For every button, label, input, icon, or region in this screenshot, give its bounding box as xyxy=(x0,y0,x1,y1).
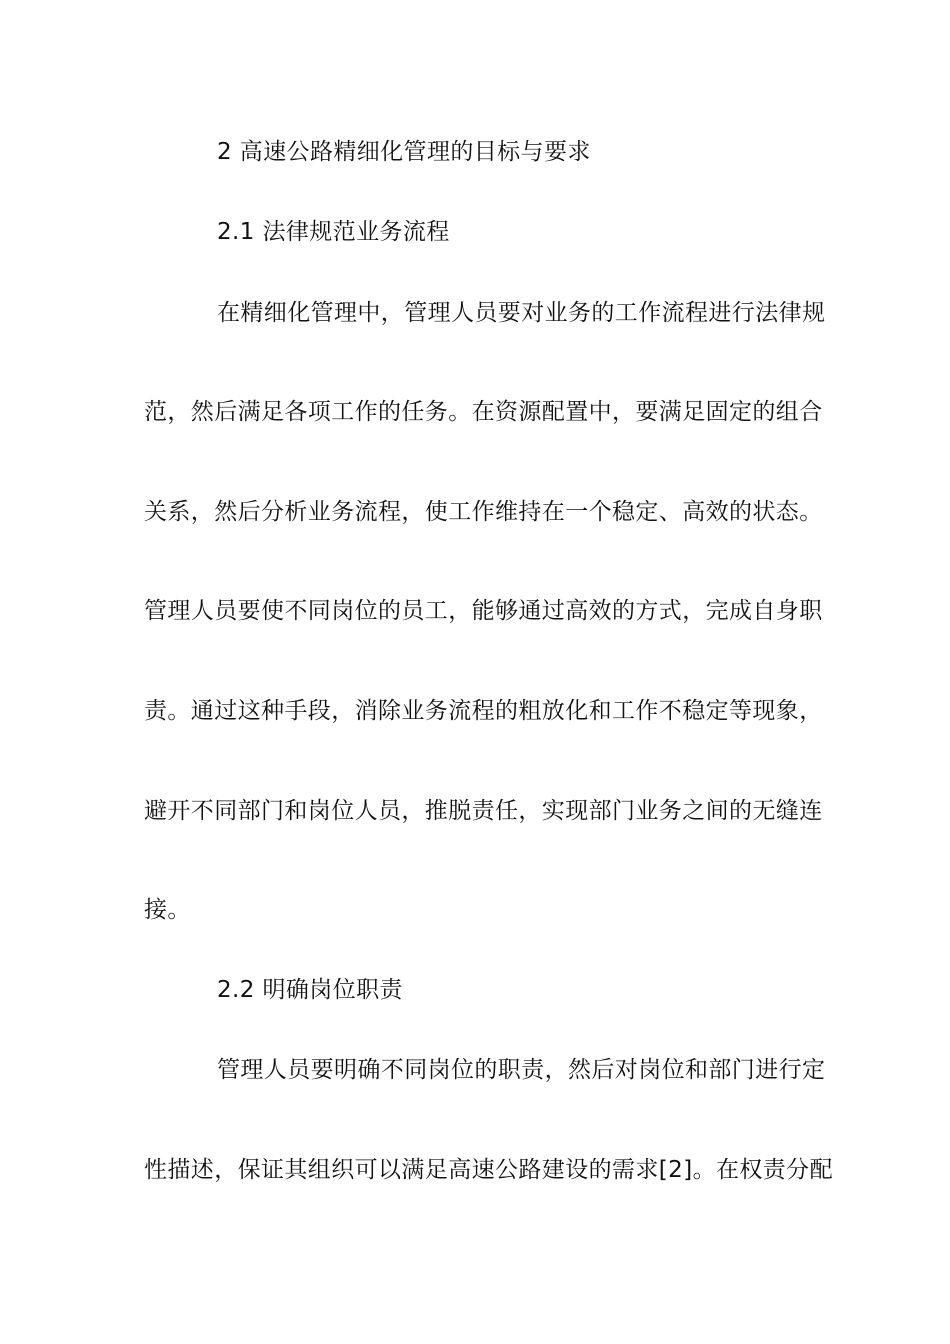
paragraph-line: 范，然后满足各项工作的任务。在资源配置中，要满足固定的组合 xyxy=(144,399,823,425)
paragraph-line: 接。 xyxy=(144,897,191,923)
paragraph-line: 管理人员要明确不同岗位的职责，然后对岗位和部门进行定 xyxy=(217,1057,826,1083)
paragraph-line: 性描述，保证其组织可以满足高速公路建设的需求[2]。在权责分配 xyxy=(144,1157,833,1183)
paragraph-line: 责。通过这种手段，消除业务流程的粗放化和工作不稳定等现象， xyxy=(144,698,823,724)
paragraph-line: 关系，然后分析业务流程，使工作维持在一个稳定、高效的状态。 xyxy=(144,499,823,525)
subsection-heading-2-2: 2.2 明确岗位职责 xyxy=(217,977,403,1003)
paragraph-line: 在精细化管理中，管理人员要对业务的工作流程进行法律规 xyxy=(217,300,826,326)
paragraph-line: 管理人员要使不同岗位的员工，能够通过高效的方式，完成自身职 xyxy=(144,598,823,624)
subsection-heading-2-1: 2.1 法律规范业务流程 xyxy=(217,219,450,245)
paragraph-line: 避开不同部门和岗位人员，推脱责任，实现部门业务之间的无缝连 xyxy=(144,798,823,824)
section-heading: 2 高速公路精细化管理的目标与要求 xyxy=(217,139,591,165)
